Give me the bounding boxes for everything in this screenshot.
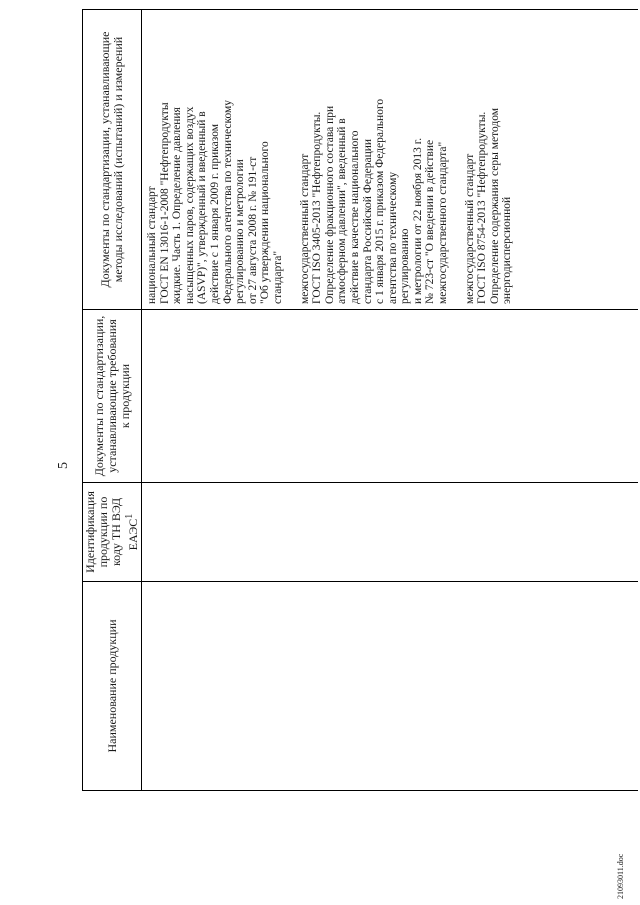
cell-product-requirements <box>142 310 639 483</box>
entry-line: регулированию и метрологии <box>234 159 247 304</box>
standards-table <box>82 9 638 791</box>
entry-line: от 27 августа 2008 г. № 191-ст <box>246 156 259 304</box>
page-number: 5 <box>56 462 71 469</box>
entry-line: агентства по техническому <box>386 171 399 304</box>
entry-line: Определение содержания серы методом <box>488 107 501 304</box>
entry-line: Федерального агентства по техническому <box>221 99 234 304</box>
entry-line: стандарта" <box>271 250 284 304</box>
file-name: 21093011.doc <box>616 853 625 899</box>
entry-line: с 1 января 2015 г. приказом Федерального <box>374 98 387 304</box>
header-tn-ved-code <box>83 483 142 582</box>
entry-line: ГОСТ ISO 8754-2013 "Нефтепродукты. <box>476 111 489 304</box>
entry-line: действие с 1 января 2009 г. приказом <box>208 123 221 304</box>
header-product-requirements: Документы по стандартизации, устанавливающие требования к продукции <box>83 310 142 483</box>
entry-line: атмосферном давлении", введенный в <box>336 118 349 304</box>
entry-line: ГОСТ EN 13016-1-2008 "Нефтепродукты <box>158 102 171 304</box>
standard-entry-gost-iso-3405 <box>299 15 450 304</box>
table-row <box>142 10 639 791</box>
entry-line: жидкие. Часть 1. Определение давления <box>171 107 184 304</box>
entry-line: Определение фракционного состава при <box>323 105 336 304</box>
entry-line: межгосударственного стандарта" <box>437 141 450 304</box>
entry-line: ГОСТ ISO 3405-2013 "Нефтепродукты. <box>311 111 324 304</box>
entry-line: межгосударственный стандарт <box>298 153 311 304</box>
entry-line: межгосударственный стандарт <box>463 153 476 304</box>
header-tn-ved-code-text: Идентификация продукции по коду ТН ВЭД ЕАЭС <box>83 491 140 573</box>
entry-line: (ASVP)", утвержденный и введенный в <box>196 111 209 304</box>
standard-entry-gost-iso-8754 <box>464 15 514 304</box>
entry-line: регулированию <box>399 228 412 304</box>
header-test-methods: Документы по стандартизации, устанавливающие методы исследований (испытаний) и измерений <box>83 10 142 310</box>
entry-line: № 723-ст "О введении в действие <box>424 139 437 304</box>
cell-product-name <box>142 582 639 791</box>
entry-line: энергодисперсионной <box>501 196 514 304</box>
cell-test-methods <box>142 10 639 310</box>
entry-line: и метрологии от 22 ноября 2013 г. <box>411 137 424 304</box>
table-header-row <box>83 10 142 791</box>
footnote-marker: 1 <box>124 513 135 519</box>
entry-line: национальный стандарт <box>146 186 158 304</box>
entry-line: стандарта Российской Федерации <box>361 138 374 304</box>
standard-entry-gost-en-13016 <box>146 15 285 304</box>
cell-tn-ved-code <box>142 483 639 582</box>
header-product-name: Наименование продукции <box>83 582 142 791</box>
entry-line: действие в качестве национального <box>348 130 361 304</box>
entry-line: "Об утверждении национального <box>259 141 272 304</box>
entry-line: насыщенных паров, содержащих воздух <box>183 106 196 304</box>
